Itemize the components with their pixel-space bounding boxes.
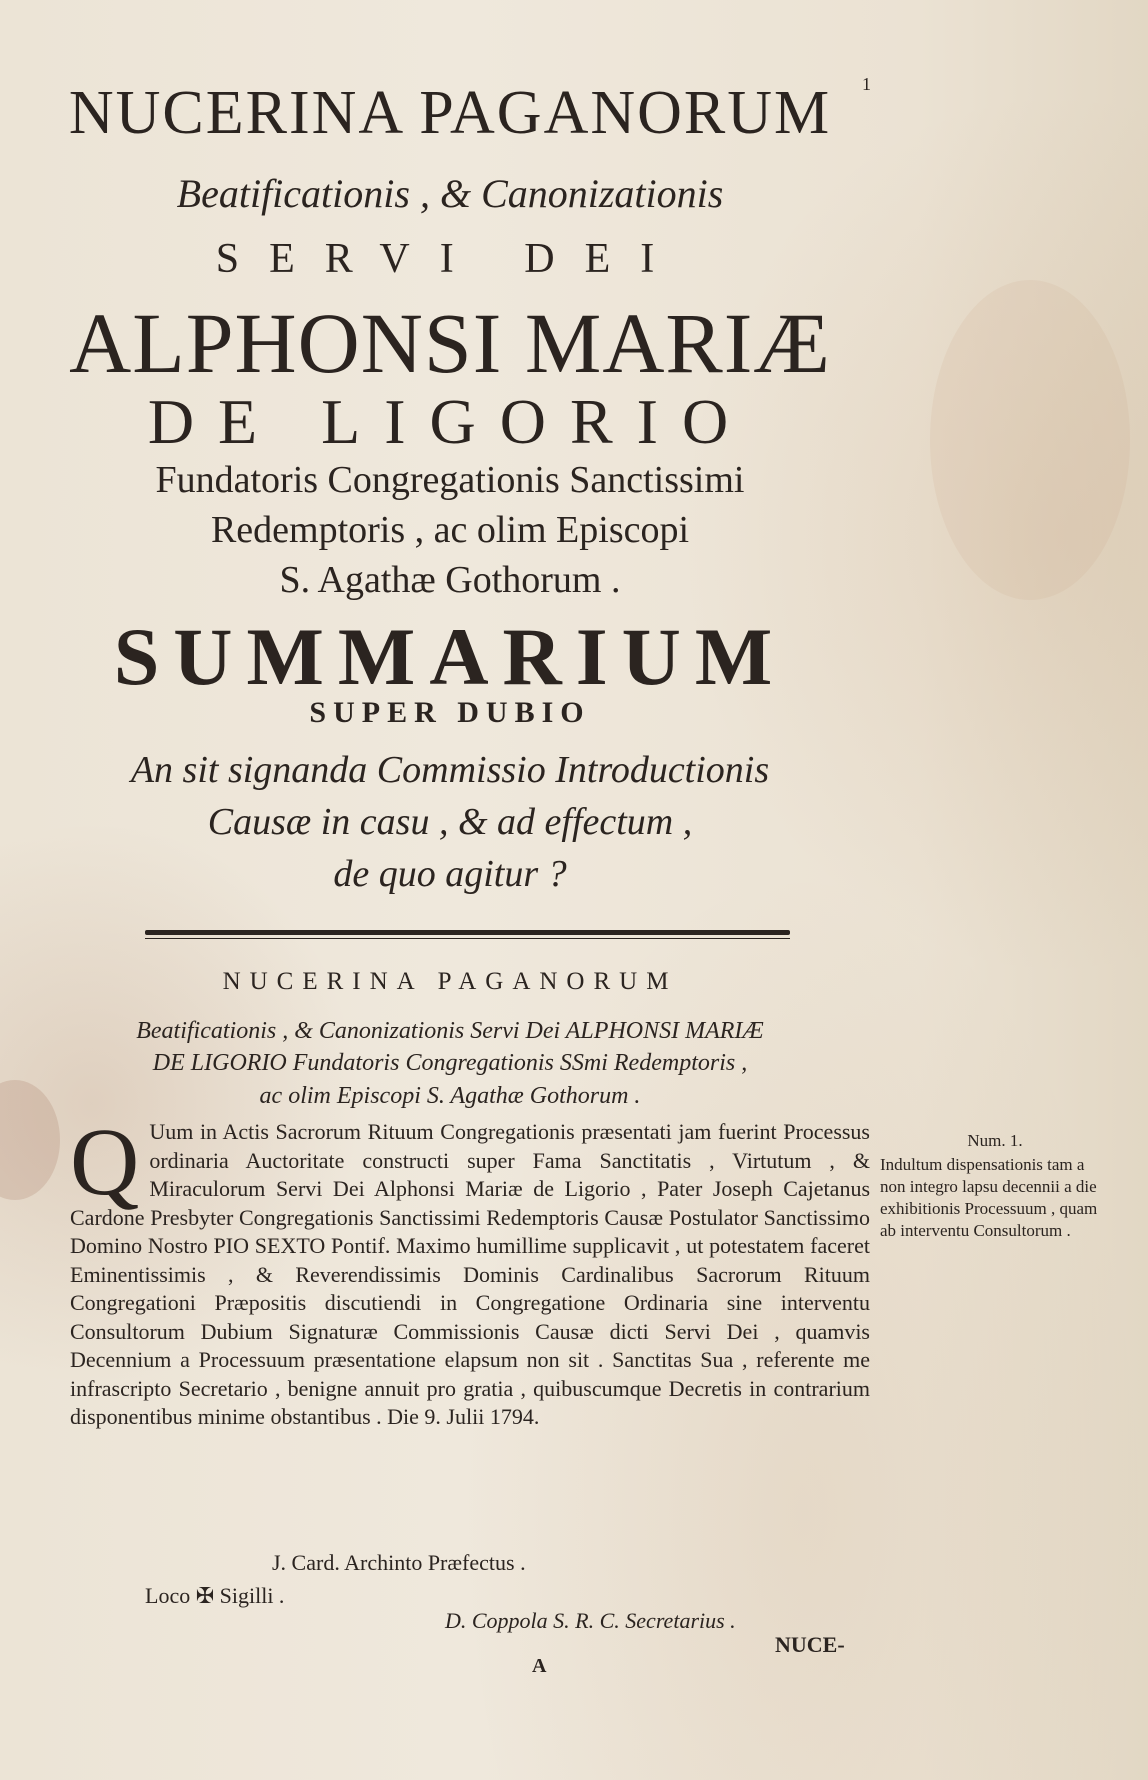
saint-name-line-2: DE LIGORIO xyxy=(147,386,753,457)
subtitle: Beatificationis , & Canonizationis xyxy=(176,171,724,216)
margin-note-text: Indultum dispensationis tam a non integro lapsu decennii a die exhibitionis Processuum , quam ab interventu Consultorum . xyxy=(880,1155,1098,1240)
section-subtitle-line: DE LIGORIO Fundatoris Congregationis SSmi Redemptoris , xyxy=(152,1050,748,1076)
divider-rule-thin xyxy=(145,938,790,939)
signature-mark: A xyxy=(532,1655,547,1677)
decree-body xyxy=(70,1108,870,1432)
divider-rule xyxy=(145,930,790,935)
saint-name-line-1: ALPHONSI MARIÆ xyxy=(69,295,831,391)
drop-cap: Q xyxy=(70,1108,140,1215)
decree-text: Uum in Actis Sacrorum Rituum Congregationis præsentati jam fuerint Processus ordinaria Auctoritate constructi super Fama Sanctitatis , Virtutum , & Miraculorum Servi Dei Alphonsi Mariæ de Ligorio , Pater Joseph Cajetanus Cardone Presbyter Congregationis Sanctissimi Redemptoris Causæ Postulator Sanctissimo Domino Nostro PIO SEXTO Pontif. Maximo humillime supplicavit , ut potestatem faceret Eminentissimis , & Reverendissimis Dominis Cardinalibus Sacrorum Rituum Congregationi Præpositis discutiendi in Congregatione Ordinaria sine interventu Consultorum Dubium Signaturæ Commissionis Causæ dicti Servi Dei , quamvis Decennium a Processuum præsentatione elapsum non sit . Sanctitas Sua , referente me infrascripto Secretario , benigne annuit pro gratia , quibuscumque Decretis in contrarium disponentibus minime obstantibus . Die 9. Julii 1794. xyxy=(70,1119,870,1429)
servi-dei-heading: SERVI DEI xyxy=(215,236,685,282)
super-dubio-heading: SUPER DUBIO xyxy=(309,696,591,729)
section-title: NUCERINA PAGANORUM xyxy=(222,968,678,995)
margin-note xyxy=(880,1130,1110,1242)
founder-line: Redemptoris , ac olim Episcopi xyxy=(210,509,690,551)
summarium-heading: SUMMARIUM xyxy=(113,611,787,702)
seal-place: Loco ✠ Sigilli . xyxy=(145,1583,285,1608)
founder-line: Fundatoris Congregationis Sanctissimi xyxy=(155,459,745,501)
question-line: An sit signanda Commissio Introductionis xyxy=(130,749,770,791)
folio-number: 1 xyxy=(862,74,871,94)
founder-line: S. Agathæ Gothorum . xyxy=(279,559,621,601)
section-subtitle-line: ac olim Episcopi S. Agathæ Gothorum . xyxy=(259,1083,641,1109)
catchword: NUCE- xyxy=(775,1632,845,1657)
margin-note-label: Num. 1. xyxy=(967,1131,1023,1150)
secretary-signature: D. Coppola S. R. C. Secretarius . xyxy=(445,1608,736,1633)
section-subtitle-line: Beatificationis , & Canonizationis Servi Dei ALPHONSI MARIÆ xyxy=(136,1018,764,1044)
paper-stain xyxy=(930,280,1130,600)
main-title: NUCERINA PAGANORUM xyxy=(68,79,832,147)
question-line: de quo agitur ? xyxy=(333,853,567,895)
prefect-signature: J. Card. Archinto Præfectus . xyxy=(272,1550,526,1575)
question-line: Causæ in casu , & ad effectum , xyxy=(207,801,693,843)
